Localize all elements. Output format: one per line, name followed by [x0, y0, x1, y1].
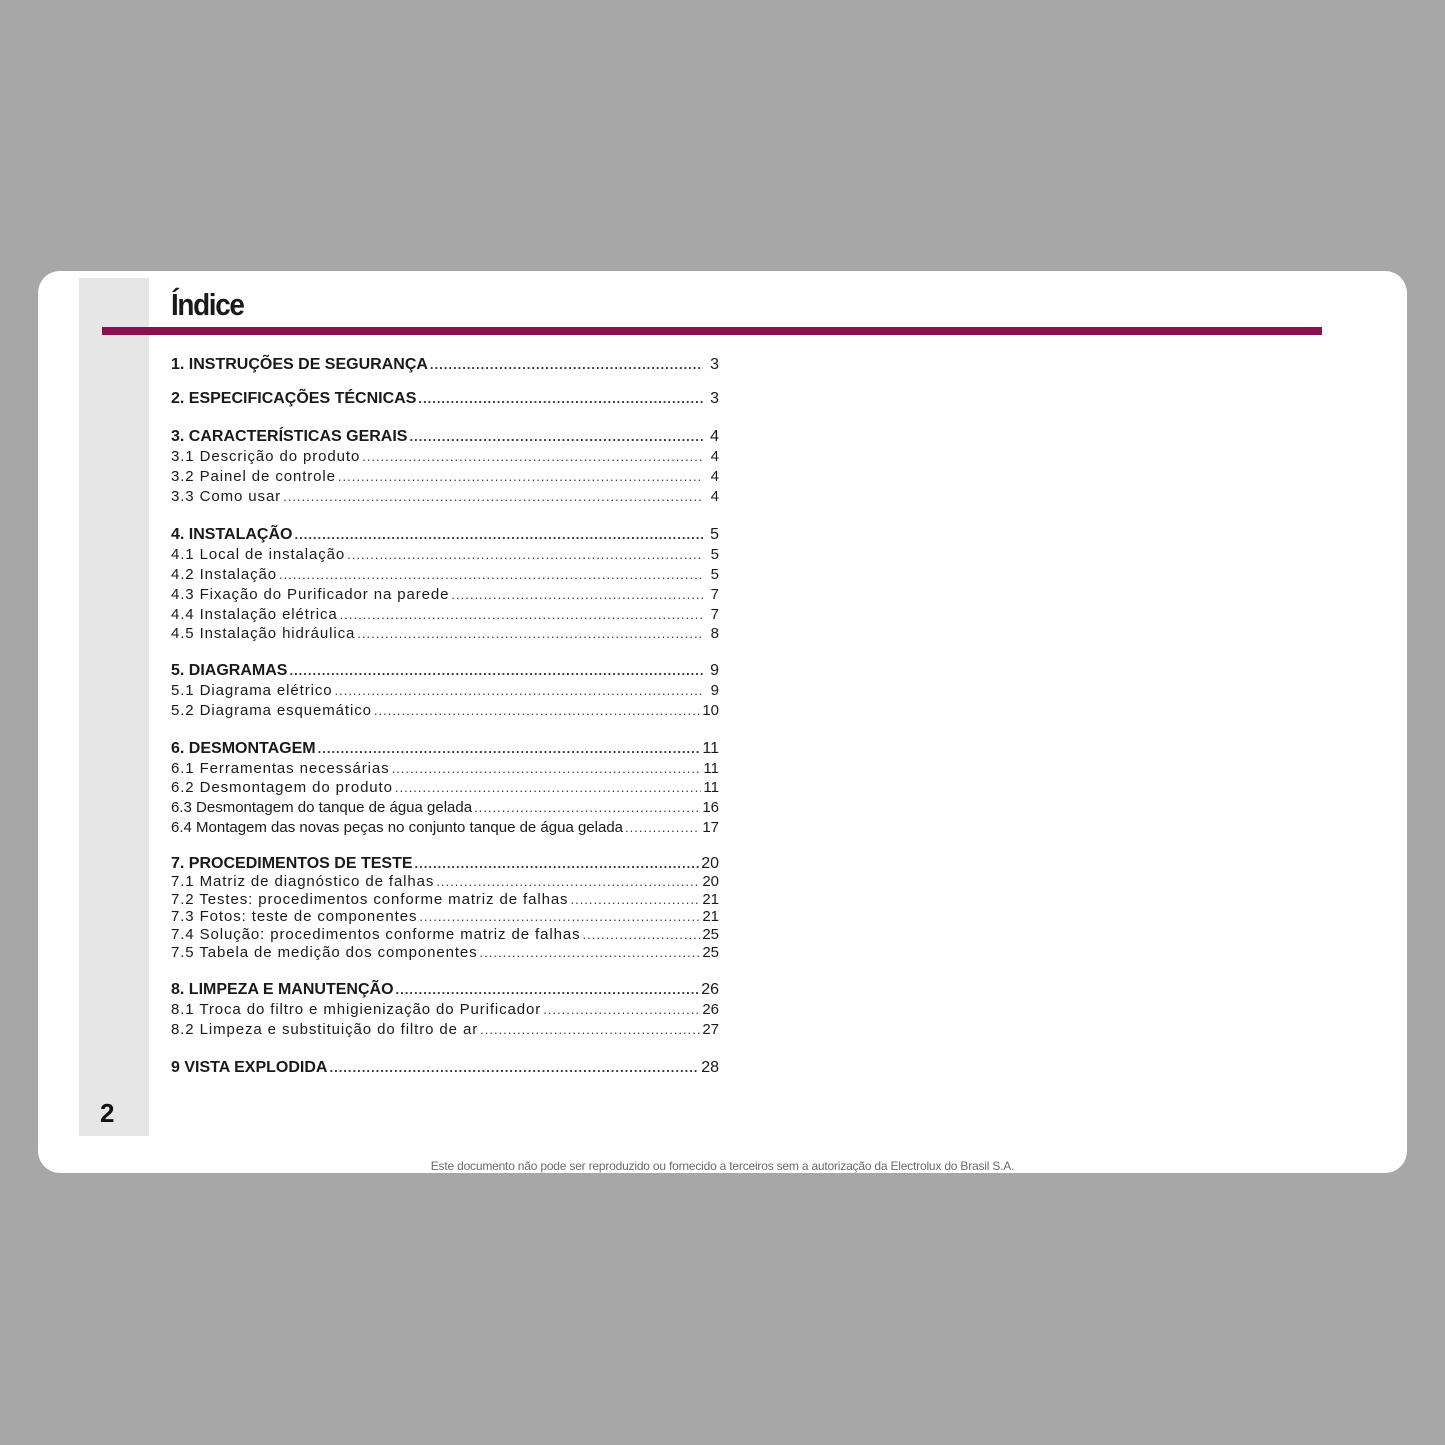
- toc-entry[interactable]: [171, 944, 719, 961]
- toc-entry[interactable]: [171, 428, 719, 446]
- toc-entry-page: 3: [710, 356, 719, 373]
- toc-entry[interactable]: [171, 740, 719, 758]
- toc-entry-label: 3.3 Como usar: [171, 488, 282, 505]
- toc-entry[interactable]: [171, 926, 719, 943]
- toc-entry-label: 7. PROCEDIMENTOS DE TESTE: [171, 855, 413, 872]
- toc-entry[interactable]: [171, 526, 719, 544]
- toc-entry[interactable]: [171, 546, 719, 563]
- toc-entry[interactable]: [171, 606, 719, 623]
- toc-leader-dots: [289, 663, 703, 678]
- toc-leader-dots: [480, 1022, 700, 1037]
- toc-entry[interactable]: [171, 855, 719, 873]
- toc-leader-dots: [362, 449, 703, 464]
- toc-entry[interactable]: [171, 625, 719, 642]
- toc-leader-dots: [318, 741, 701, 756]
- toc-entry-page: 11: [703, 779, 719, 796]
- toc-entry-label: 7.2 Testes: procedimentos conforme matriz de falhas: [171, 891, 569, 908]
- toc-entry-page: 3: [710, 390, 719, 407]
- side-strip: [79, 278, 149, 1136]
- toc-entry-label: 8.1 Troca do filtro e mhigienização do Purificador: [171, 1001, 542, 1018]
- toc-entry[interactable]: [171, 682, 719, 699]
- toc-entry-page: 8: [710, 625, 719, 642]
- toc-leader-dots: [430, 357, 703, 372]
- toc-entry-label: 3.1 Descrição do produto: [171, 448, 361, 465]
- toc-leader-dots: [409, 429, 703, 444]
- toc-entry-label: 3.2 Painel de controle: [171, 468, 336, 485]
- toc-entry-page: 5: [710, 546, 719, 563]
- toc-leader-dots: [625, 820, 700, 835]
- toc-leader-dots: [338, 469, 703, 484]
- toc-entry-label: 8.2 Limpeza e substituição do filtro de ar: [171, 1021, 479, 1038]
- title-divider: [102, 327, 1322, 335]
- toc-entry[interactable]: [171, 1001, 719, 1018]
- toc-entry[interactable]: [171, 908, 719, 925]
- document-page: [38, 271, 1407, 1173]
- toc-entry-page: 27: [702, 1021, 719, 1038]
- toc-leader-dots: [357, 626, 703, 641]
- toc-entry-label: 4. INSTALAÇÃO: [171, 526, 293, 543]
- toc-entry[interactable]: [171, 662, 719, 680]
- toc-entry-label: 5.2 Diagrama esquemático: [171, 702, 372, 719]
- footer-notice: Este documento não pode ser reproduzido ou fornecido a terceiros sem a autorização da Electrolux do Brasil S.A.: [430, 1159, 1015, 1173]
- toc-entry-page: 4: [710, 468, 719, 485]
- toc-entry[interactable]: [171, 819, 719, 836]
- toc-entry-page: 5: [710, 526, 719, 543]
- toc-leader-dots: [329, 1060, 699, 1075]
- toc-entry-page: 20: [701, 855, 719, 872]
- toc-entry-page: 17: [702, 819, 719, 836]
- toc-entry[interactable]: [171, 1059, 719, 1077]
- toc-entry-label: 6. DESMONTAGEM: [171, 740, 316, 757]
- toc-entry-label: 6.2 Desmontagem do produto: [171, 779, 393, 796]
- toc-entry-page: 9: [710, 662, 719, 679]
- toc-leader-dots: [543, 1002, 700, 1017]
- toc-leader-dots: [419, 909, 700, 924]
- toc-leader-dots: [340, 607, 703, 622]
- toc-entry-label: 7.5 Tabela de medição dos componentes: [171, 944, 478, 961]
- toc-entry-page: 4: [710, 448, 719, 465]
- toc-entry-page: 21: [702, 891, 719, 908]
- toc-entry-page: 7: [710, 586, 719, 603]
- toc-leader-dots: [334, 683, 703, 698]
- toc-leader-dots: [570, 892, 700, 907]
- toc-entry-page: 21: [702, 908, 719, 925]
- toc-entry[interactable]: [171, 1021, 719, 1038]
- toc-entry-page: 25: [702, 926, 719, 943]
- toc-entry[interactable]: [171, 702, 719, 719]
- toc-entry-page: 11: [702, 740, 719, 757]
- toc-entry-label: 7.1 Matriz de diagnóstico de falhas: [171, 873, 435, 890]
- toc-entry-page: 11: [703, 760, 719, 777]
- toc-leader-dots: [451, 587, 703, 602]
- toc-leader-dots: [415, 856, 700, 871]
- toc-entry[interactable]: [171, 488, 719, 505]
- toc-entry-label: 4.2 Instalação: [171, 566, 277, 583]
- toc-entry-page: 4: [710, 488, 719, 505]
- toc-entry-page: 9: [710, 682, 719, 699]
- toc-entry-page: 16: [702, 799, 719, 816]
- toc-entry-page: 7: [710, 606, 719, 623]
- toc-entry[interactable]: [171, 390, 719, 408]
- toc-leader-dots: [294, 527, 703, 542]
- toc-entry[interactable]: [171, 468, 719, 485]
- page-number: 2: [100, 1098, 115, 1128]
- toc-entry[interactable]: [171, 448, 719, 465]
- toc-leader-dots: [480, 945, 701, 960]
- toc-leader-dots: [395, 780, 702, 795]
- toc-leader-dots: [436, 874, 700, 889]
- toc-entry-label: 8. LIMPEZA E MANUTENÇÃO: [171, 981, 394, 998]
- toc-leader-dots: [279, 567, 703, 582]
- toc-entry-page: 5: [710, 566, 719, 583]
- toc-entry[interactable]: [171, 891, 719, 908]
- toc-leader-dots: [283, 489, 703, 504]
- toc-leader-dots: [374, 703, 700, 718]
- toc-entry[interactable]: [171, 981, 719, 999]
- toc-leader-dots: [418, 391, 703, 406]
- toc-leader-dots: [583, 927, 701, 942]
- toc-entry-label: 6.4 Montagem das novas peças no conjunto tanque de água gelada: [171, 819, 624, 836]
- toc-entry[interactable]: [171, 760, 719, 777]
- toc-leader-dots: [396, 982, 700, 997]
- toc-leader-dots: [474, 800, 700, 815]
- toc-entry[interactable]: [171, 356, 719, 374]
- toc-entry-page: 26: [702, 1001, 719, 1018]
- toc-entry-label: 5. DIAGRAMAS: [171, 662, 288, 679]
- toc-entry-page: 28: [701, 1059, 719, 1076]
- toc-entry-page: 20: [702, 873, 719, 890]
- toc-entry[interactable]: [171, 799, 719, 816]
- toc-entry[interactable]: [171, 873, 719, 890]
- toc-entry[interactable]: [171, 586, 719, 603]
- toc-entry-label: 5.1 Diagrama elétrico: [171, 682, 333, 699]
- toc-entry-label: 2. ESPECIFICAÇÕES TÉCNICAS: [171, 390, 417, 407]
- toc-entry-page: 10: [702, 702, 719, 719]
- toc-entry-label: 4.4 Instalação elétrica: [171, 606, 338, 623]
- toc-entry-label: 4.3 Fixação do Purificador na parede: [171, 586, 450, 603]
- page-title: Índice: [171, 287, 244, 322]
- toc-entry[interactable]: [171, 566, 719, 583]
- toc-entry-label: 3. CARACTERÍSTICAS GERAIS: [171, 428, 408, 445]
- toc-entry[interactable]: [171, 779, 719, 796]
- toc-entry-page: 25: [702, 944, 719, 961]
- toc-entry-label: 9 VISTA EXPLODIDA: [171, 1059, 328, 1076]
- toc-entry-label: 7.4 Solução: procedimentos conforme matriz de falhas: [171, 926, 581, 943]
- toc-entry-page: 26: [701, 981, 719, 998]
- toc-leader-dots: [347, 547, 703, 562]
- toc-entry-label: 6.3 Desmontagem do tanque de água gelada: [171, 799, 473, 816]
- toc-leader-dots: [392, 761, 702, 776]
- toc-entry-label: 1. INSTRUÇÕES DE SEGURANÇA: [171, 356, 428, 373]
- toc-entry-page: 4: [710, 428, 719, 445]
- toc-entry-label: 4.5 Instalação hidráulica: [171, 625, 356, 642]
- toc-entry-label: 7.3 Fotos: teste de componentes: [171, 908, 418, 925]
- toc-entry-label: 4.1 Local de instalação: [171, 546, 346, 563]
- toc-entry-label: 6.1 Ferramentas necessárias: [171, 760, 390, 777]
